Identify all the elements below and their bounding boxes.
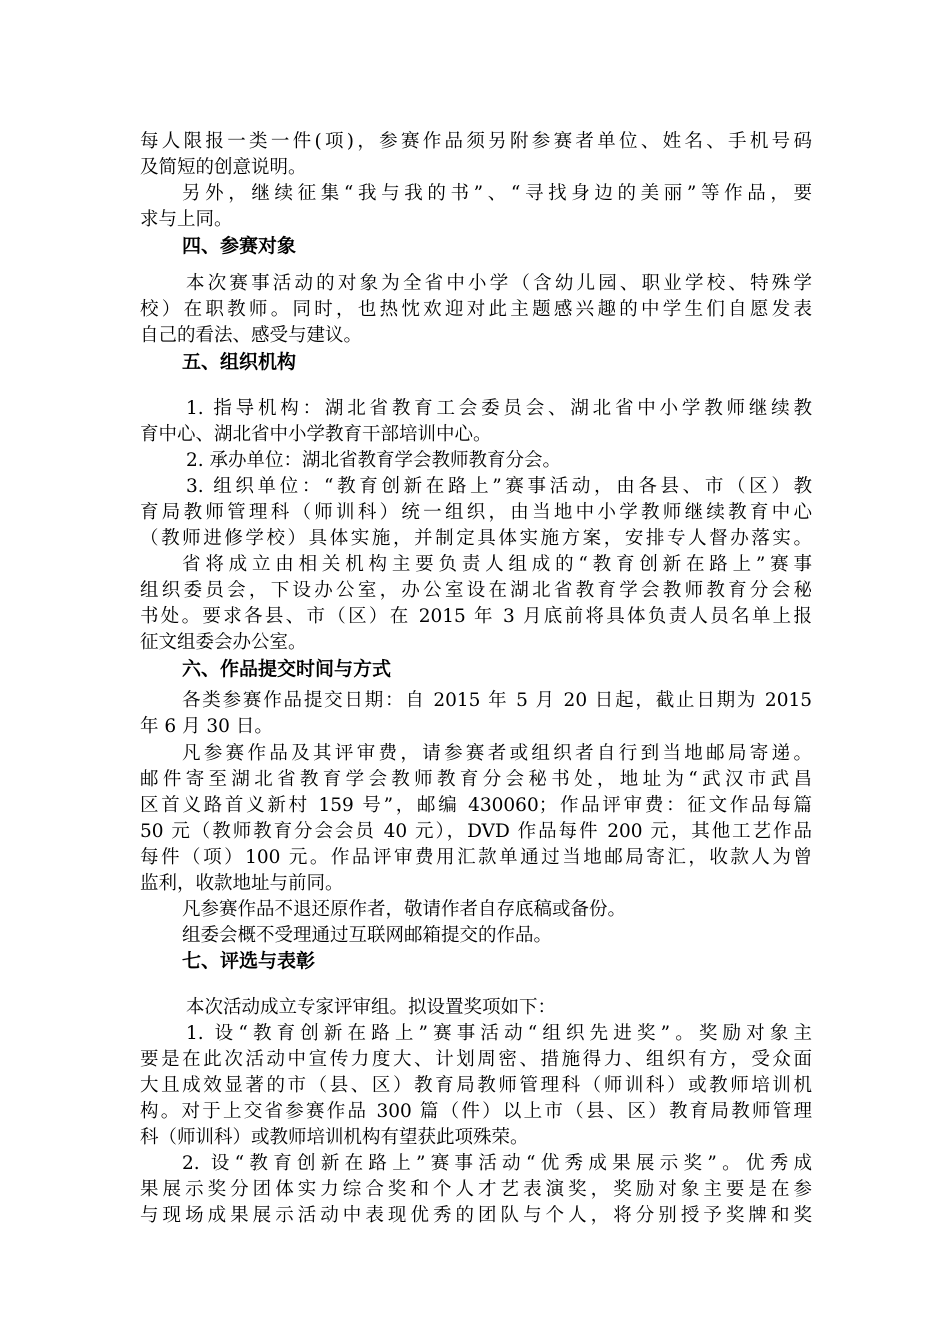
text-line: 凡参赛作品不退还原作者，敬请作者自存底稿或备份。 xyxy=(182,899,627,920)
text-line: 邮件寄至湖北省教育学会教师教育分会秘书处，地址为“武汉市武昌 xyxy=(140,769,812,790)
text-line: 省将成立由相关机构主要负责人组成的“教育创新在路上”赛事 xyxy=(182,554,812,575)
section-heading: 四、参赛对象 xyxy=(182,235,297,257)
text-line: 另外，继续征集“我与我的书”、“寻找身边的美丽”等作品，要 xyxy=(182,183,812,204)
text-line: 区首义路首义新村 159 号”，邮编 430060；作品评审费：征文作品每篇 xyxy=(140,795,812,816)
text-line: 育局教师管理科（师训科）统一组织，由当地中小学教师继续教育中心 xyxy=(140,502,812,523)
text-line: 凡参赛作品及其评审费，请参赛者或组织者自行到当地邮局寄递。 xyxy=(182,743,812,764)
section-heading: 六、作品提交时间与方式 xyxy=(182,658,392,680)
text-line: 组委会概不受理通过互联网邮箱提交的作品。 xyxy=(182,925,553,946)
text-line: 监利，收款地址与前同。 xyxy=(140,873,344,894)
text-line: 每人限报一类一件(项)，参赛作品须另附参赛者单位、姓名、手机号码 xyxy=(140,131,812,152)
text-line: 1. 设“教育创新在路上”赛事活动“组织先进奖”。奖励对象主 xyxy=(186,1023,812,1044)
text-line: 2. 承办单位：湖北省教育学会教师教育分会。 xyxy=(186,450,562,471)
text-line: 组织委员会，下设办公室，办公室设在湖北省教育学会教师教育分会秘 xyxy=(140,580,812,601)
text-line: 科（师训科）或教师培训机构有望获此项殊荣。 xyxy=(140,1127,529,1148)
text-line: （教师进修学校）具体实施，并制定具体实施方案，安排专人督办落实。 xyxy=(140,528,812,549)
text-line: 本次活动成立专家评审组。拟设置奖项如下： xyxy=(186,997,557,1018)
text-line: 要是在此次活动中宣传力度大、计划周密、措施得力、组织有方，受众面 xyxy=(140,1049,812,1070)
text-line: 与现场成果展示活动中表现优秀的团队与个人，将分别授予奖牌和奖 xyxy=(140,1205,812,1226)
text-line: 及简短的创意说明。 xyxy=(140,157,307,178)
text-line: 征文组委会办公室。 xyxy=(140,632,307,653)
text-line: 每件（项）100 元。作品评审费用汇款单通过当地邮局寄汇，收款人为曾 xyxy=(140,847,812,868)
text-line: 大且成效显著的市（县、区）教育局教师管理科（师训科）或教师培训机 xyxy=(140,1075,812,1096)
text-line: 果展示奖分团体实力综合奖和个人才艺表演奖，奖励对象主要是在参 xyxy=(140,1179,812,1200)
section-heading: 七、评选与表彰 xyxy=(182,950,316,972)
text-line: 书处。要求各县、市（区）在 2015 年 3 月底前将具体负责人员名单上报 xyxy=(140,606,812,627)
section-heading: 五、组织机构 xyxy=(182,351,297,373)
text-line: 各类参赛作品提交日期：自 2015 年 5 月 20 日起，截止日期为 2015 xyxy=(182,690,812,711)
text-line: 50 元（教师教育分会会员 40 元），DVD 作品每件 200 元，其他工艺作品 xyxy=(140,821,812,842)
text-line: 校）在职教师。同时，也热忱欢迎对此主题感兴趣的中学生们自愿发表 xyxy=(140,299,812,320)
text-line: 3. 组织单位：“教育创新在路上”赛事活动，由各县、市（区）教 xyxy=(186,476,812,497)
text-line: 求与上同。 xyxy=(140,209,233,230)
text-line: 年 6 月 30 日。 xyxy=(140,716,273,737)
text-line: 构。对于上交省参赛作品 300 篇（件）以上市（县、区）教育局教师管理 xyxy=(140,1101,812,1122)
text-line: 本次赛事活动的对象为全省中小学（含幼儿园、职业学校、特殊学 xyxy=(186,273,812,294)
text-line: 2. 设“教育创新在路上”赛事活动“优秀成果展示奖”。优秀成 xyxy=(182,1153,812,1174)
text-line: 育中心、湖北省中小学教育干部培训中心。 xyxy=(140,424,492,445)
text-line: 1. 指导机构：湖北省教育工会委员会、湖北省中小学教师继续教 xyxy=(186,398,812,419)
text-line: 自己的看法、感受与建议。 xyxy=(140,325,363,346)
